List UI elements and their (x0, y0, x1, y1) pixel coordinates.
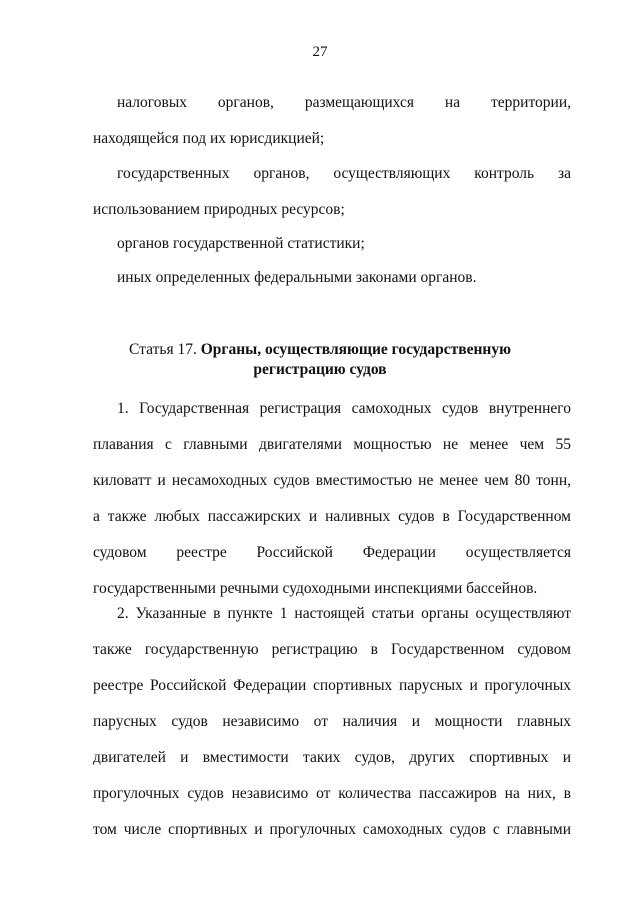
list-item (93, 226, 571, 262)
list-item-line: использованием природных ресурсов; (93, 201, 345, 218)
list-item-line: органов государственной статистики; (117, 235, 365, 252)
paragraph-line: двигателей и вместимости таких судов, других спортивных и (93, 749, 571, 766)
paragraph-line: киловатт и несамоходных судов вместимостью не менее чем 80 тонн, (93, 472, 571, 489)
list-item-line: налоговых органов, размещающихся на территории, (117, 94, 571, 111)
paragraph-line: 2. Указанные в пункте 1 настоящей статьи органы осуществляют (117, 605, 571, 622)
list-item-line: государственных органов, осуществляющих контроль за (117, 165, 571, 182)
paragraph-line: а также любых пассажирских и наливных судов в Государственном (93, 508, 571, 525)
paragraph-line: 1. Государственная регистрация самоходных судов внутреннего (117, 400, 571, 417)
list-item (93, 260, 571, 296)
list-item (93, 156, 571, 228)
paragraph-line: судовом реестре Российской Федерации осуществляется (93, 544, 571, 561)
paragraph-line: реестре Российской Федерации спортивных парусных и прогулочных (93, 677, 571, 694)
page-number: 27 (312, 44, 328, 60)
paragraph-line: прогулочных судов независимо от количества пассажиров на них, в (93, 785, 571, 802)
list-item-line: находящейся под их юрисдикцией; (93, 130, 325, 147)
list-item-line: иных определенных федеральными законами органов. (117, 269, 477, 286)
paragraph-line: плавания с главными двигателями мощностью не менее чем 55 (93, 436, 571, 453)
paragraph-line: парусных судов независимо от наличия и мощности главных (93, 713, 571, 730)
list-item (93, 85, 571, 157)
article-heading (0, 340, 640, 380)
paragraph-1 (93, 391, 571, 607)
article-title: Органы, осуществляющие государственную (200, 341, 511, 358)
paragraph-line: государственными речными судоходными инспекциями бассейнов. (93, 580, 538, 597)
article-label: Статья 17. (129, 341, 197, 358)
article-heading-line1 (0, 340, 640, 360)
paragraph-line: также государственную регистрацию в Государственном судовом (93, 641, 571, 658)
article-title-line2: регистрацию судов (253, 361, 387, 378)
paragraph-line: том числе спортивных и прогулочных самоходных судов с главными (93, 821, 571, 838)
paragraph-2 (93, 596, 571, 848)
